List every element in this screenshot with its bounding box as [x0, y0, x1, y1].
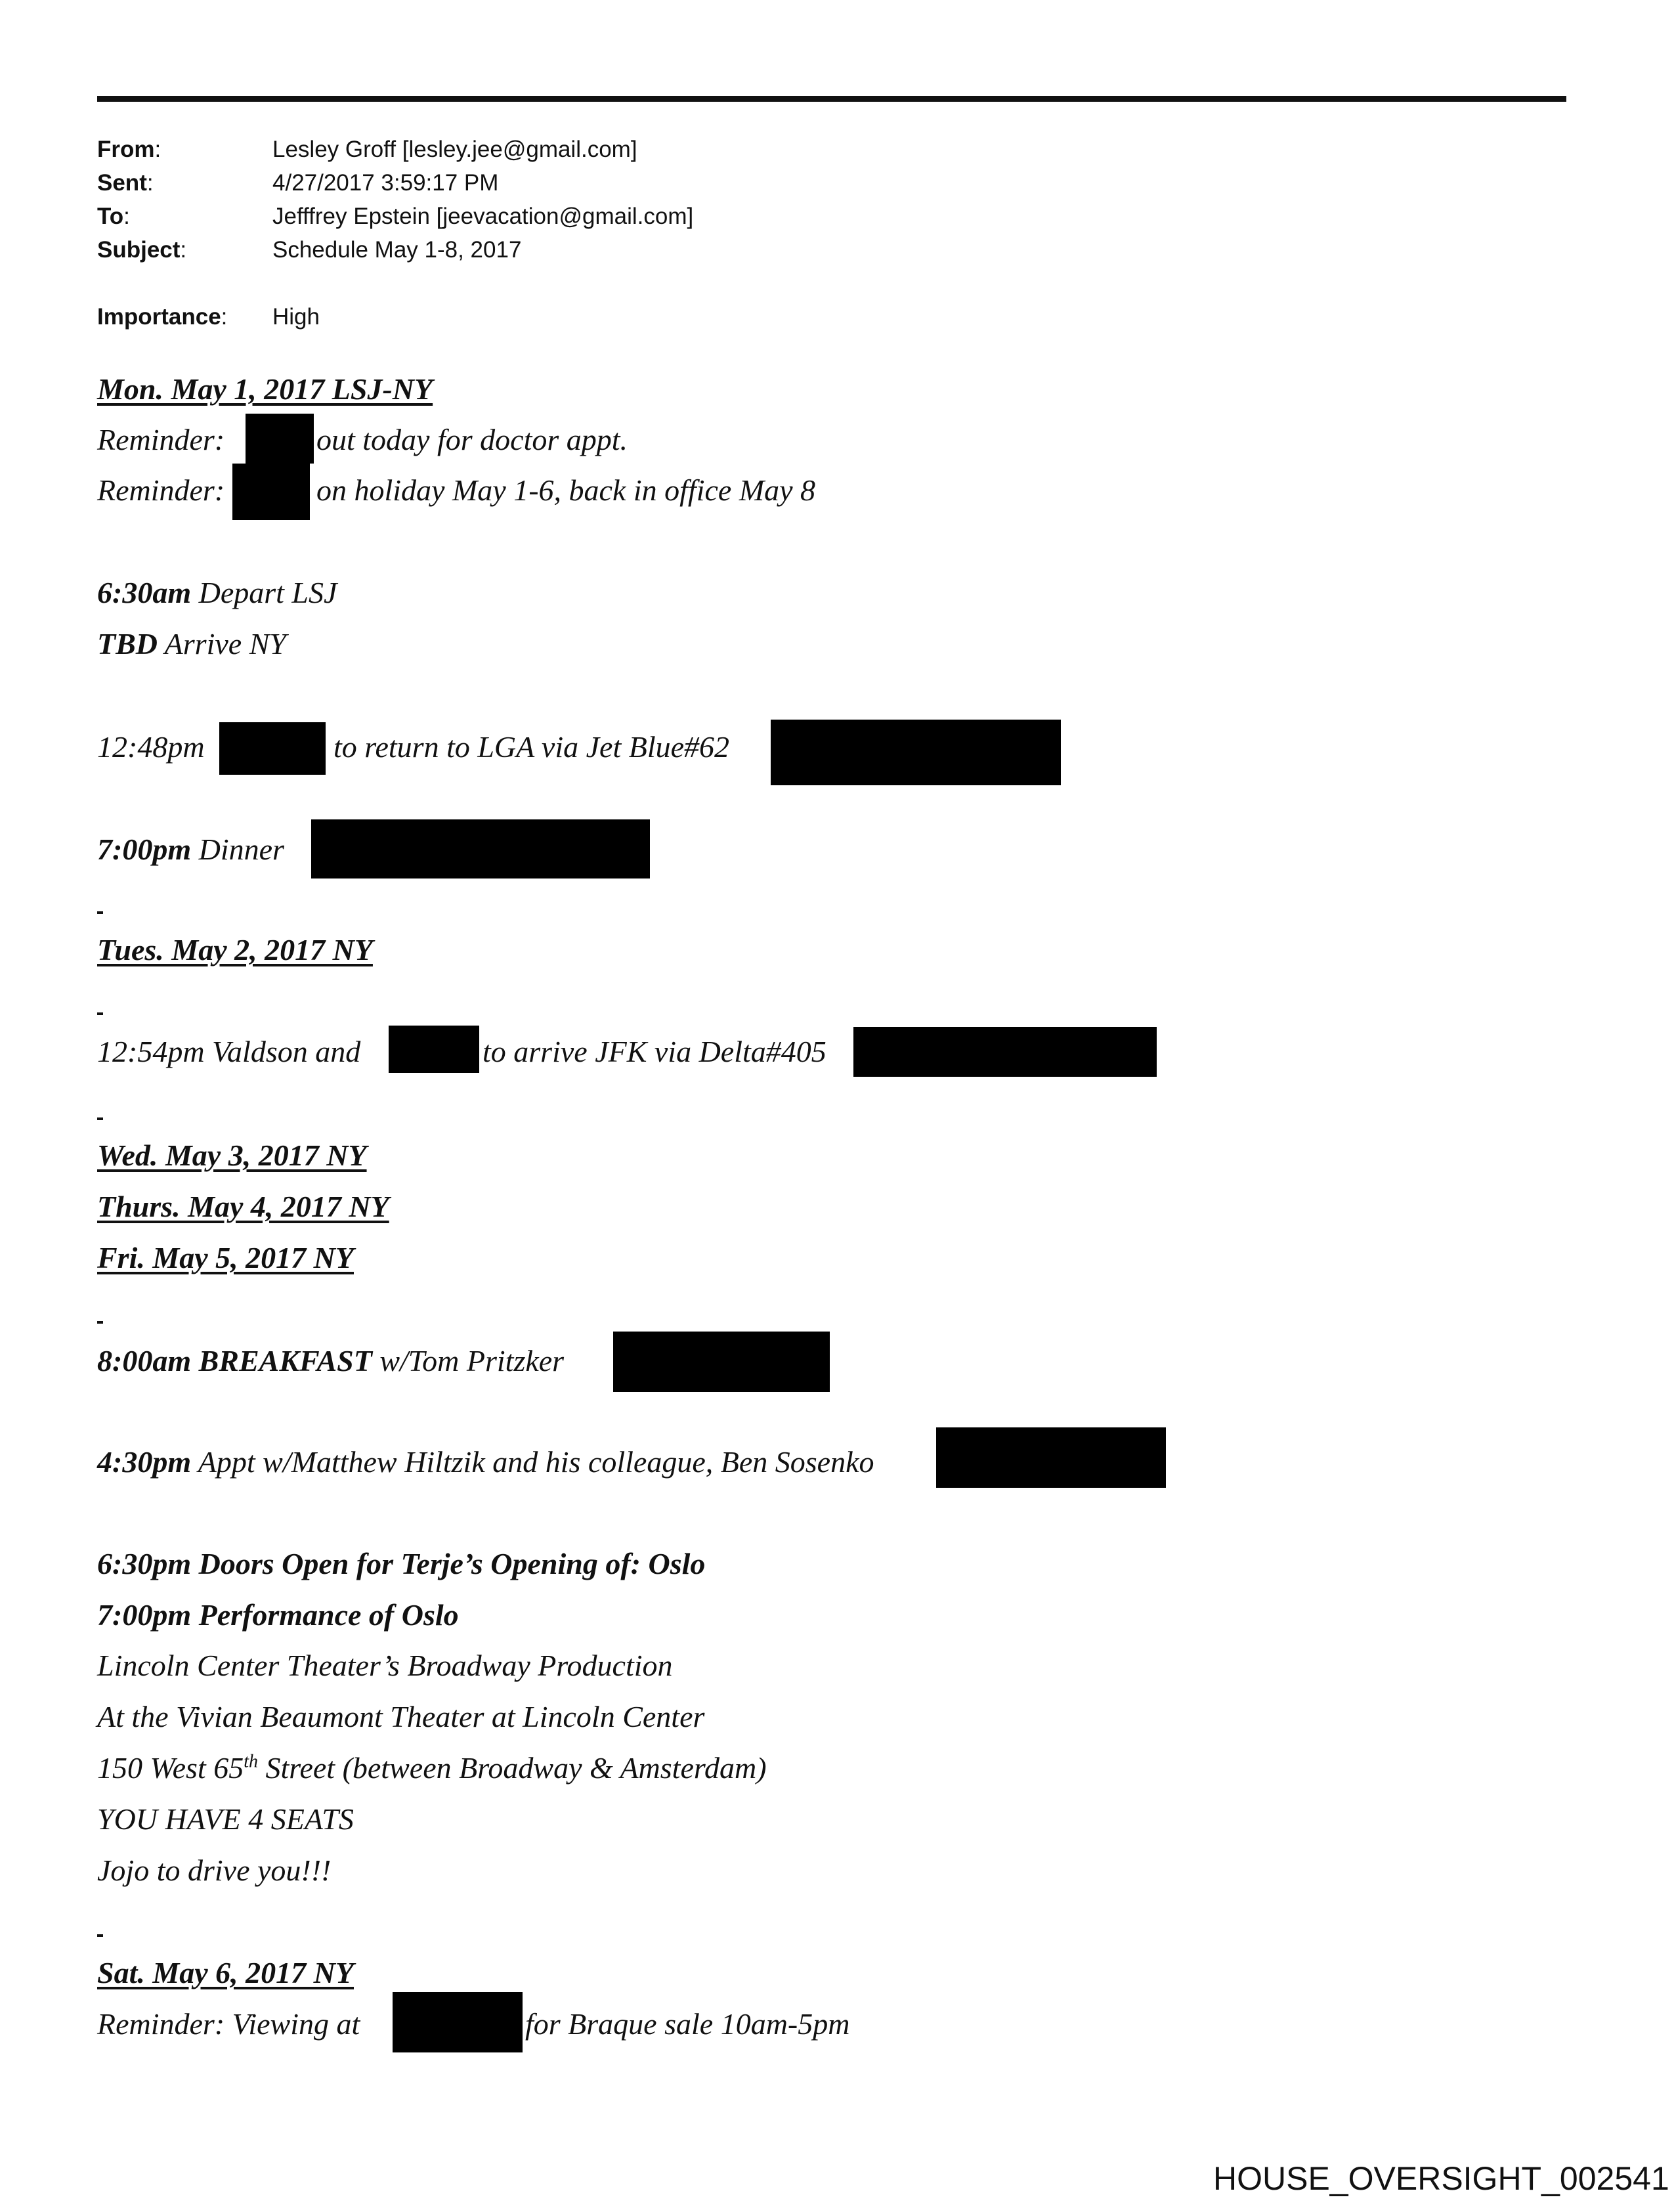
importance-label: Importance	[97, 304, 221, 330]
fri-production: Lincoln Center Theater’s Broadway Production	[97, 1649, 673, 1682]
fri-appt-text: Appt w/Matthew Hiltzik and his colleague, Ben Sosenko	[198, 1445, 874, 1479]
subject-colon: :	[180, 237, 187, 263]
fri-doors: 6:30pm Doors Open for Terje’s Opening of: Oslo	[97, 1547, 706, 1580]
redaction-box	[246, 414, 314, 464]
mon-dinner-text: Dinner	[198, 833, 284, 866]
sat-reminder-line	[97, 2006, 360, 2042]
sent-value: 4/27/2017 3:59:17 PM	[272, 170, 499, 196]
fri-venue: At the Vivian Beaumont Theater at Lincoln Center	[97, 1700, 705, 1733]
from-label-group	[97, 137, 161, 163]
fri-seats: YOU HAVE 4 SEATS	[97, 1802, 354, 1836]
mon-return-rest	[333, 729, 729, 765]
sat-reminder-prefix: Reminder: Viewing at	[97, 2007, 360, 2041]
mon-reminder-1-prefix: Reminder:	[97, 423, 225, 456]
mon-arrive-line	[97, 626, 286, 662]
day-title-tue: Tues. May 2, 2017 NY	[97, 933, 373, 966]
separator-dash	[97, 911, 103, 914]
mon-return-time: 12:48pm	[97, 730, 205, 764]
mon-reminder-2-text: on holiday May 1-6, back in office May 8	[316, 473, 816, 507]
fri-driver: Jojo to drive you!!!	[97, 1854, 332, 1887]
from-label: From	[97, 137, 155, 162]
mon-depart-text: Depart LSJ	[198, 576, 337, 609]
fri-performance-line	[97, 1597, 459, 1633]
mon-depart-line	[97, 575, 337, 611]
redaction-box	[219, 722, 326, 775]
subject-label-group	[97, 237, 186, 263]
sent-label-group	[97, 170, 154, 196]
fri-venue-line	[97, 1699, 704, 1735]
day-heading-fri	[97, 1240, 354, 1276]
subject-value: Schedule May 1-8, 2017	[272, 237, 522, 263]
importance-value: High	[272, 304, 320, 330]
importance-label-group	[97, 304, 227, 330]
from-colon: :	[154, 137, 161, 162]
mon-reminder-1-rest	[316, 422, 628, 458]
separator-dash	[97, 1934, 103, 1937]
separator-dash	[97, 1117, 103, 1120]
to-colon: :	[123, 204, 130, 229]
bates-number: HOUSE_OVERSIGHT_002541	[1213, 2160, 1669, 2197]
fri-production-line	[97, 1648, 673, 1683]
mon-depart-time: 6:30am	[97, 576, 192, 609]
redaction-box	[853, 1027, 1157, 1077]
day-title-thu: Thurs. May 4, 2017 NY	[97, 1190, 389, 1223]
from-value: Lesley Groff [lesley.jee@gmail.com]	[272, 137, 637, 162]
day-title-mon: Mon. May 1, 2017 LSJ-NY	[97, 372, 433, 406]
fri-breakfast-line	[97, 1343, 564, 1379]
to-label-group	[97, 204, 130, 230]
day-title-wed: Wed. May 3, 2017 NY	[97, 1139, 367, 1172]
tue-arrival-prefix: 12:54pm Valdson and	[97, 1035, 361, 1068]
fri-address-sup: th	[244, 1751, 258, 1772]
fri-address-a: 150 West 65	[97, 1751, 244, 1785]
to-value: Jefffrey Epstein [jeevacation@gmail.com]	[272, 204, 694, 229]
fri-appt-line	[97, 1444, 874, 1480]
redaction-box	[389, 1026, 479, 1073]
day-heading-tue	[97, 932, 373, 968]
fri-appt-time: 4:30pm	[97, 1445, 192, 1479]
redaction-box	[393, 1992, 523, 2052]
sent-label: Sent	[97, 170, 147, 196]
sent-colon: :	[146, 170, 154, 196]
redaction-box	[936, 1427, 1166, 1488]
day-title-sat: Sat. May 6, 2017 NY	[97, 1956, 354, 1989]
redaction-box	[311, 819, 650, 878]
mon-reminder-2-prefix: Reminder:	[97, 473, 225, 507]
fri-driver-line	[97, 1853, 331, 1888]
mon-reminder-2-rest	[316, 473, 815, 508]
fri-doors-line	[97, 1546, 705, 1582]
day-title-fri: Fri. May 5, 2017 NY	[97, 1241, 354, 1274]
mon-dinner-time: 7:00pm	[97, 833, 192, 866]
fri-address-b: Street (between Broadway & Amsterdam)	[257, 1751, 767, 1785]
mon-reminder-1	[97, 422, 225, 458]
fri-breakfast-text: w/Tom Pritzker	[379, 1344, 565, 1377]
fri-seats-line	[97, 1802, 354, 1837]
mon-arrive-text: Arrive NY	[164, 627, 286, 661]
separator-dash	[97, 1012, 103, 1015]
redaction-box	[771, 720, 1061, 785]
subject-label: Subject	[97, 237, 181, 263]
day-heading-sat	[97, 1955, 354, 1991]
sat-reminder-text: for Braque sale 10am-5pm	[525, 2007, 850, 2041]
mon-reminder-1-text: out today for doctor appt.	[316, 423, 628, 456]
separator-dash	[97, 1321, 103, 1324]
header-rule	[97, 96, 1566, 102]
day-heading-wed	[97, 1138, 367, 1173]
redaction-box	[613, 1332, 830, 1392]
redaction-box	[232, 464, 310, 520]
tue-arrival-rest	[483, 1034, 826, 1070]
mon-return-line	[97, 729, 205, 765]
importance-colon: :	[221, 304, 228, 330]
day-heading-mon	[97, 372, 433, 407]
day-heading-thu	[97, 1189, 389, 1225]
mon-return-text: to return to LGA via Jet Blue#62	[333, 730, 730, 764]
fri-performance: 7:00pm Performance of Oslo	[97, 1598, 459, 1632]
mon-arrive-time: TBD	[97, 627, 158, 661]
fri-breakfast-bold: 8:00am BREAKFAST	[97, 1344, 372, 1377]
sat-reminder-rest	[525, 2006, 849, 2042]
fri-address-line	[97, 1750, 767, 1786]
tue-arrival-line	[97, 1034, 360, 1070]
to-label: To	[97, 204, 124, 229]
mon-dinner-line	[97, 832, 284, 867]
tue-arrival-text: to arrive JFK via Delta#405	[483, 1035, 826, 1068]
mon-reminder-2	[97, 473, 225, 508]
